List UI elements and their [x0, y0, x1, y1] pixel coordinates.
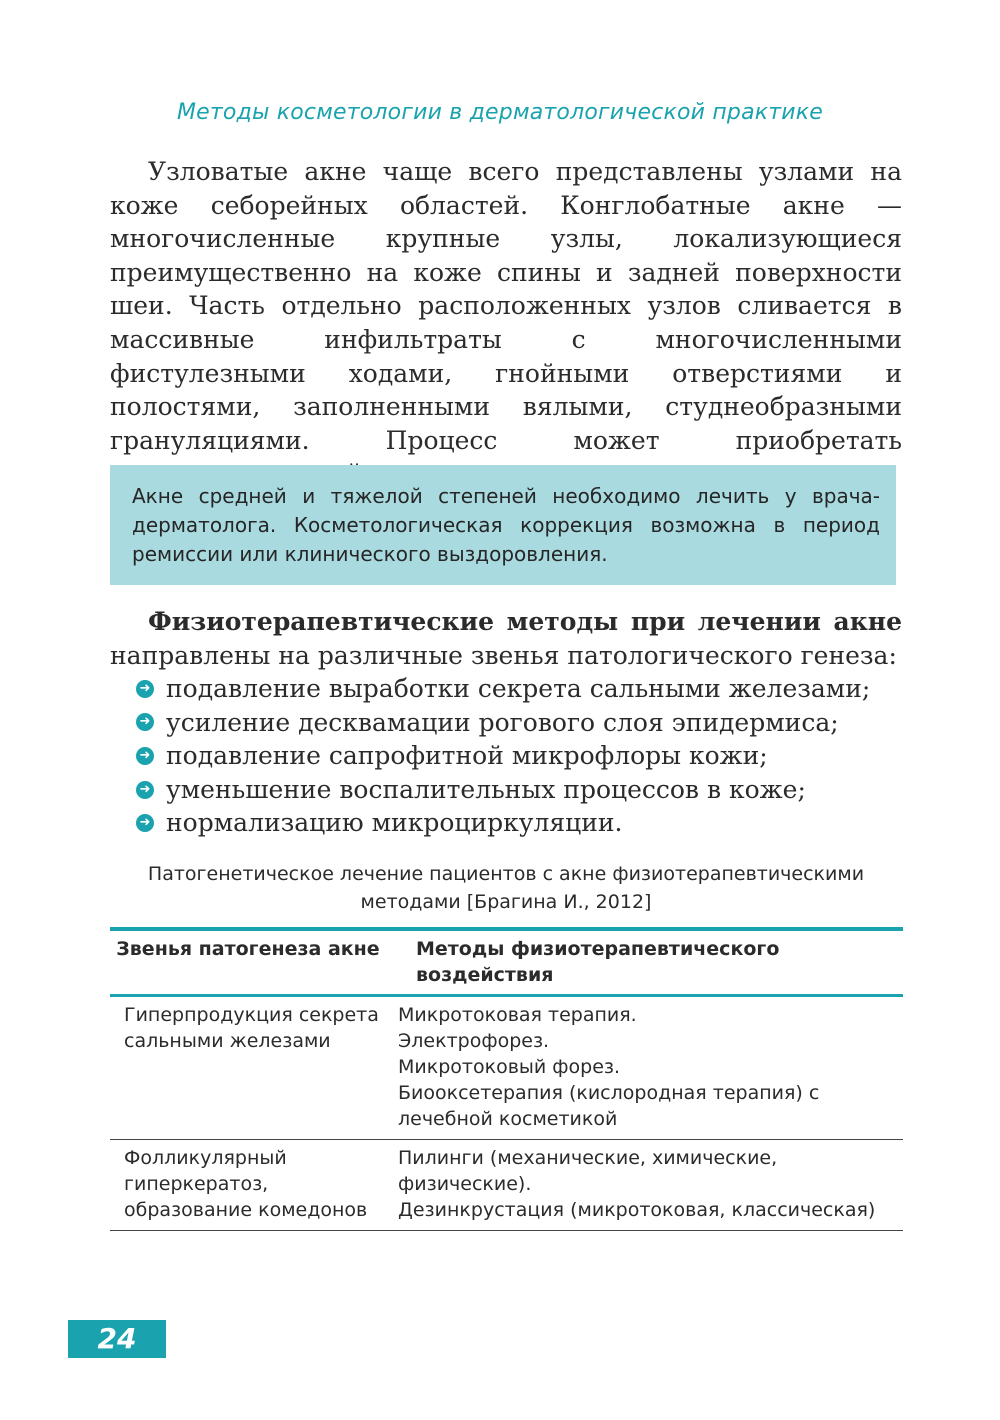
column-header-pathogenesis: Звенья патогенеза акне	[110, 929, 386, 996]
list-item-text: уменьшение воспалительных процессов в коже;	[166, 774, 806, 804]
method-item: Микротоковый форез.	[398, 1056, 621, 1078]
table-row	[110, 1140, 903, 1231]
column-header-methods: Методы физиотерапевтического воздействия	[386, 929, 903, 996]
body-paragraph-1: Узловатые акне чаще всего представлены узлами на коже себорейных областей. Конглобатные акне — многочисленные крупные узлы, локализующиеся преимущественно на коже спины и задней поверхности шеи. Часть отдельно расположенных узлов сливается в массивные инфильтраты с многочисленными фистулезными ходами, гнойными отверстиями и полостями, заполненными вялыми, студнеобразными грануляциями. Процесс может приобретать	[110, 157, 902, 455]
arrow-right-circle-icon: ➜	[136, 713, 154, 731]
bullet-list	[136, 672, 916, 840]
method-item: Электрофорез.	[398, 1030, 550, 1052]
list-item	[136, 706, 916, 740]
list-item-text: подавление выработки секрета сальными железами;	[166, 674, 871, 703]
callout-text: Акне средней и тяжелой степеней необходимо лечить у врача-дерматолога. Косметологическая коррекция возможна в период ремиссии или клинического выздоровления.	[132, 484, 880, 566]
method-item: Пилинги (механические, химические, физические).	[398, 1147, 778, 1195]
arrow-right-circle-icon: ➜	[136, 680, 154, 698]
arrow-right-circle-icon: ➜	[136, 781, 154, 799]
list-item-text: нормализацию микроциркуляции.	[166, 808, 623, 838]
method-item: Дезинкрустация (микротоковая, классическая)	[398, 1199, 876, 1221]
method-item: Биооксетерапия (кислородная терапия) с лечебной косметикой	[398, 1082, 820, 1130]
table-header-row	[110, 929, 903, 996]
list-item	[136, 739, 916, 773]
list-item	[136, 672, 916, 706]
method-item: Микротоковая терапия.	[398, 1004, 637, 1026]
callout-box	[110, 465, 896, 585]
body-paragraph-2	[110, 605, 902, 672]
table-caption: Патогенетическое лечение пациентов с акне физиотерапевтическими методами [Брагина И., 2012]	[147, 863, 865, 913]
list-item-text: усиление десквамации рогового слоя эпидермиса;	[166, 707, 839, 737]
list-item-text: подавление сапрофитной микрофлоры кожи;	[166, 741, 768, 771]
paragraph-lead: Физиотерапевтические методы при лечении акне	[148, 607, 902, 636]
list-item	[136, 773, 916, 807]
list-item	[136, 806, 916, 840]
table-cell-link: Гиперпродукция секрета сальными железами	[110, 996, 386, 1140]
arrow-right-circle-icon: ➜	[136, 747, 154, 765]
paragraph-rest: направлены на различные звенья патологического генеза:	[110, 640, 897, 670]
running-head: Методы косметологии в дерматологической практике	[176, 100, 823, 125]
arrow-right-circle-icon: ➜	[136, 814, 154, 832]
table-cell-methods	[386, 996, 903, 1140]
table-cell-methods	[386, 1140, 903, 1231]
table-row	[110, 996, 903, 1140]
page-number: 24	[68, 1320, 166, 1358]
table-cell-link: Фолликулярный гиперкератоз, образование комедонов	[110, 1140, 386, 1231]
treatment-table	[110, 927, 903, 1231]
